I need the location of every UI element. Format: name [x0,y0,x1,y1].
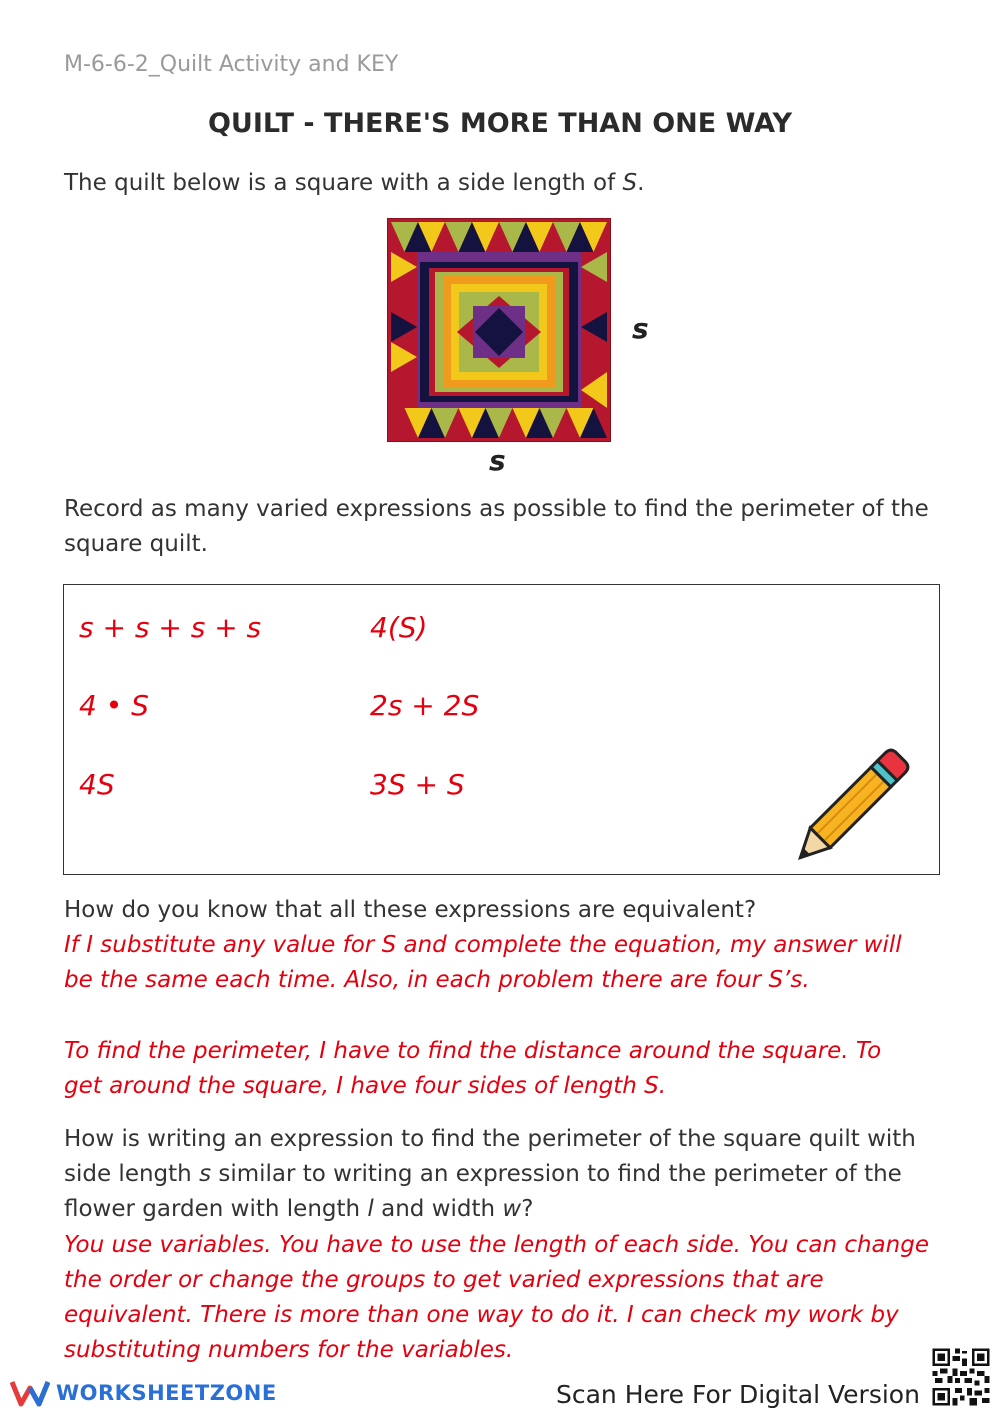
answer-1-paragraph-1: If I substitute any value for S and complete the equation, my answer will be the same each time. Also, in each problem there are four S’s. [64,932,902,993]
quilt-image [387,218,611,442]
intro-text [64,166,644,201]
question-2-var-s: s [199,1161,212,1187]
expression-6: 3S + S [370,768,465,801]
document-code: M-6-6-2_Quilt Activity and KEY [64,52,399,77]
brand-name-part-2: ZONE [209,1381,277,1405]
side-label-right: s [632,312,649,345]
expression-5: 2s + 2S [370,689,480,722]
question-2-part-1: How is writing an expression to find the perimeter of the square quilt with side length [64,1126,916,1187]
worksheetzone-logo-icon [10,1378,50,1408]
answer-2: You use variables. You have to use the length of each side. You can change the order or change the groups to get varied expressions that are equivalent. There is more than one way to do it. I can check my work by substituting numbers for the variables. [64,1232,929,1363]
brand-name-part-1: WORKSHEET [56,1381,210,1405]
question-2-part-3: and width [373,1196,503,1222]
expression-3: 4S [79,768,115,801]
question-2 [64,1122,964,1227]
side-label-bottom: s [489,444,506,477]
intro-text-after: . [637,170,645,196]
intro-text-before: The quilt below is a square with a side length of [64,170,623,196]
question-2-part-4: ? [521,1196,534,1222]
intro-variable: S [622,170,638,196]
question-2-var-w: w [502,1196,522,1222]
expression-4: 4(S) [370,611,428,644]
expression-1: s + s + s + s [79,611,262,644]
prompt-text: Record as many varied expressions as possible to find the perimeter of the square quilt. [64,496,929,557]
expression-2: 4 • S [79,689,149,722]
brand-logo[interactable] [10,1378,277,1408]
page-title: QUILT - THERE'S MORE THAN ONE WAY [207,108,793,139]
question-2-part-2: similar to writing an expression to find the perimeter of the flower garden with length [64,1161,902,1222]
question-1: How do you know that all these expressions are equivalent? [64,897,757,923]
brand-name [56,1381,277,1405]
pencil-icon [785,740,920,872]
qr-code-icon[interactable] [930,1346,992,1408]
scan-instruction: Scan Here For Digital Version [556,1380,920,1409]
question-2-var-l: l [367,1196,374,1222]
answer-1-paragraph-2: To find the perimeter, I have to find the distance around the square. To get around the square, I have four sides of length S. [64,1038,882,1099]
